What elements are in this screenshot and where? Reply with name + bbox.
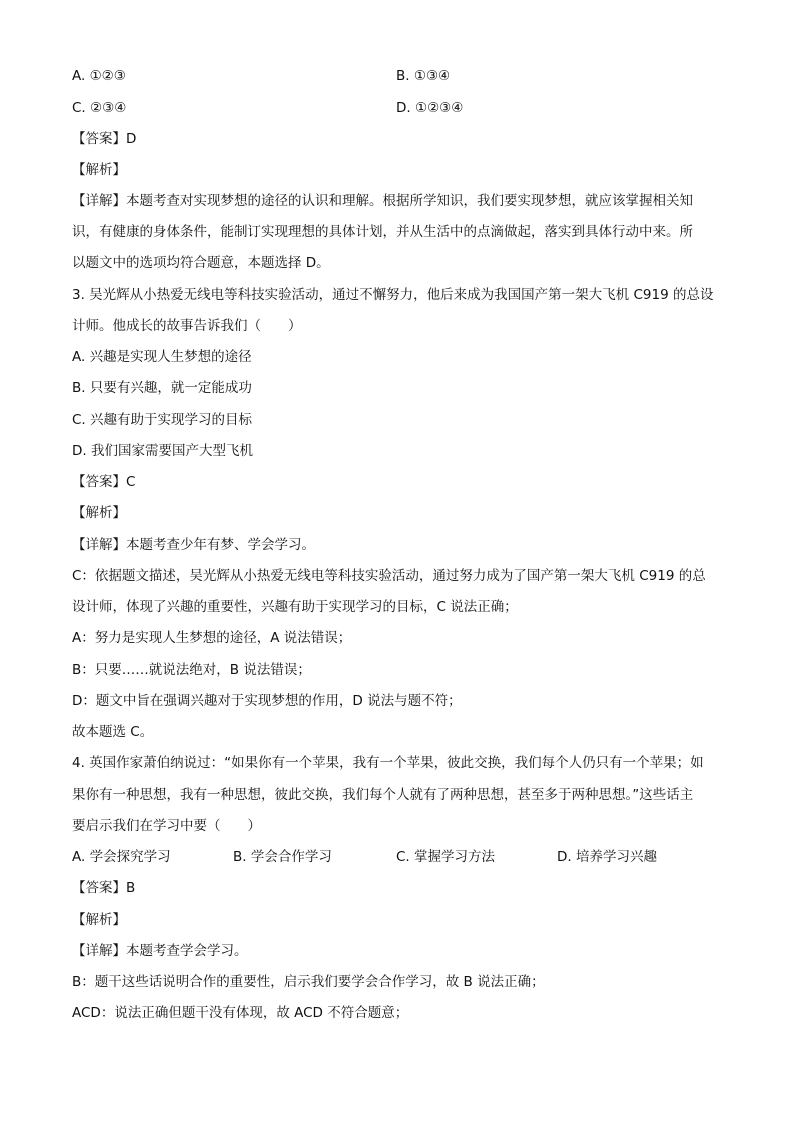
- detail-line: 以题文中的选项均符合题意，本题选择 D。: [72, 255, 330, 271]
- choice-option: D. 我们国家需要国产大型飞机: [72, 443, 253, 459]
- question-stem: 4. 英国作家萧伯纳说过：“如果你有一个苹果，我有一个苹果，彼此交换，我们每个人仍只有一个苹果；如: [72, 755, 704, 771]
- detail-line: 故本题选 C。: [72, 724, 154, 740]
- detail-line: ACD：说法正确但题干没有体现，故 ACD 不符合题意；: [72, 1005, 409, 1021]
- analysis-heading: 【解析】: [72, 162, 126, 178]
- detail-line: B：只要……就说法绝对，B 说法错误；: [72, 662, 311, 678]
- detail-line: 识，有健康的身体条件，能制订实现理想的具体计划，并从生活中的点滴做起，落实到具体行动中来。所: [72, 224, 693, 240]
- choice-option: A. 兴趣是实现人生梦想的途径: [72, 349, 252, 365]
- detail-line: A：努力是实现人生梦想的途径，A 说法错误；: [72, 630, 352, 646]
- choice-option: B. 只要有兴趣，就一定能成功: [72, 380, 252, 396]
- detail-line: 【详解】本题考查学会学习。: [72, 943, 248, 959]
- option-a: A. ①②③: [72, 68, 126, 84]
- answer-label: 【答案】D: [72, 131, 137, 147]
- detail-line: B：题干这些话说明合作的重要性，启示我们要学会合作学习，故 B 说法正确；: [72, 974, 545, 990]
- detail-line: 设计师，体现了兴趣的重要性，兴趣有助于实现学习的目标，C 说法正确；: [72, 599, 518, 615]
- question-stem: 3. 吴光辉从小热爱无线电等科技实验活动，通过不懈努力，他后来成为我国国产第一架大飞机 C919 的总设: [72, 287, 714, 303]
- option-b: B. ①③④: [396, 68, 451, 84]
- question-stem: 计师。他成长的故事告诉我们（ ）: [72, 318, 302, 334]
- question-stem: 果你有一种思想，我有一种思想，彼此交换，我们每个人就有了两种思想，甚至多于两种思想。”这些话主: [72, 787, 694, 803]
- analysis-heading: 【解析】: [72, 505, 126, 521]
- choice-option: C. 掌握学习方法: [396, 849, 496, 865]
- choice-option: D. 培养学习兴趣: [557, 849, 657, 865]
- answer-label: 【答案】C: [72, 474, 136, 490]
- answer-label: 【答案】B: [72, 880, 136, 896]
- question-stem: 要启示我们在学习中要（ ）: [72, 818, 261, 834]
- option-d: D. ①②③④: [396, 100, 464, 116]
- detail-line: 【详解】本题考查少年有梦、学会学习。: [72, 537, 315, 553]
- choice-option: B. 学会合作学习: [233, 849, 332, 865]
- choice-option: C. 兴趣有助于实现学习的目标: [72, 412, 253, 428]
- analysis-heading: 【解析】: [72, 912, 126, 928]
- option-c: C. ②③④: [72, 100, 127, 116]
- detail-line: C：依据题文描述，吴光辉从小热爱无线电等科技实验活动，通过努力成为了国产第一架大飞机 C919 的总: [72, 568, 706, 584]
- choice-option: A. 学会探究学习: [72, 849, 171, 865]
- detail-line: 【详解】本题考查对实现梦想的途径的认识和理解。根据所学知识，我们要实现梦想，就应该掌握相关知: [72, 193, 693, 209]
- detail-line: D：题文中旨在强调兴趣对于实现梦想的作用，D 说法与题不符；: [72, 693, 462, 709]
